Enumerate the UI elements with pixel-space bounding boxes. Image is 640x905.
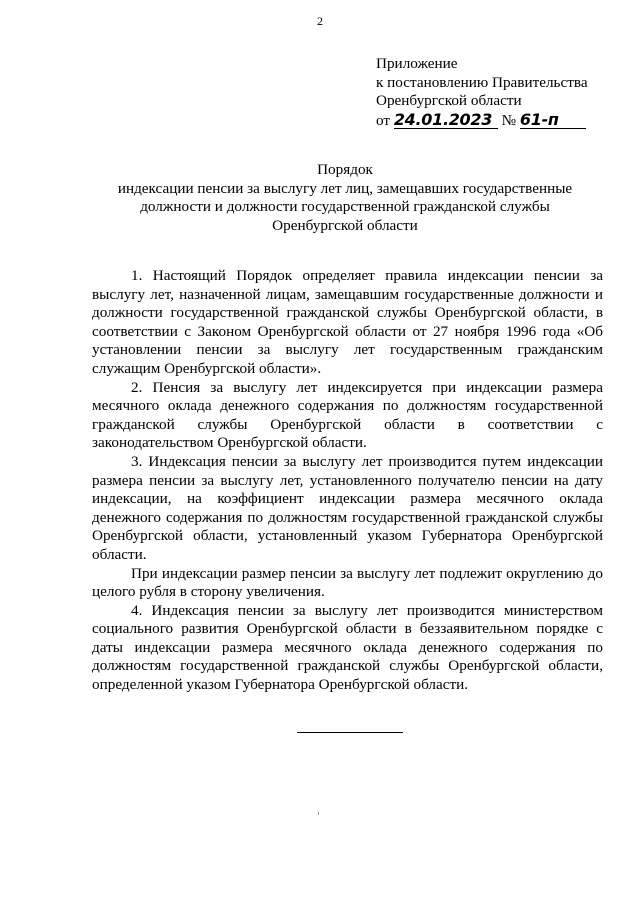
paragraph-1: 1. Настоящий Порядок определяет правила индексации пенсии за выслугу лет, назначенной лицам, замещавшим государственные должности и должности государственной гражданской службы Оренбургской области, в соответствии с Законом Оренбургской области от 27 ноября 1996 года «Об установлении пенсии за выслугу лет государственным гражданским служащим Оренбургской области».	[92, 267, 603, 377]
number-prefix: №	[501, 111, 517, 129]
paragraph-3-note: При индексации размер пенсии за выслугу лет подлежит округлению до целого рубля в сторону увеличения.	[92, 564, 603, 601]
appendix-reference: к постановлению Правительства	[376, 73, 588, 91]
title-heading: Порядок	[317, 161, 373, 178]
title-line-3: должности и должности государственной гражданской службы	[140, 198, 550, 216]
document-title	[90, 161, 600, 235]
date-prefix: от	[376, 111, 391, 129]
handwritten-number: 61-п	[520, 111, 586, 129]
appendix-block	[376, 55, 588, 130]
appendix-date-line	[376, 111, 588, 131]
handwritten-date: 24.01.2023	[394, 111, 498, 129]
title-line-2: индексации пенсии за выслугу лет лиц, замещавших государственные	[117, 179, 573, 197]
appendix-title: Приложение	[376, 55, 458, 72]
page-number: 2	[317, 14, 323, 28]
paragraph-4: 4. Индексация пенсии за выслугу лет производится министерством социального развития Оренбургской области в беззаявительном порядке с даты индексации размера месячного оклада денежного содержания по должностям государственной гражданской службы Оренбургской области, определенной указом Губернатора Оренбургской области.	[92, 601, 603, 694]
title-line-4: Оренбургской области	[272, 216, 418, 234]
end-divider	[297, 732, 403, 733]
paragraph-3: 3. Индексация пенсии за выслугу лет производится путем индексации размера пенсии за выслугу лет, установленного получателю пенсии на дату индексации, на коэффициент индексации размера месячного оклада денежного содержания по должностям государственной гражданской службы Оренбургской области, установленный указом Губернатора Оренбургской области.	[92, 452, 603, 563]
document-body	[92, 267, 603, 695]
paragraph-2: 2. Пенсия за выслугу лет индексируется при индексации размера месячного оклада денежного содержания по должностям государственной гражданской службы Оренбургской области в соответствии с законодательством Оренбургской области.	[92, 378, 603, 452]
appendix-region: Оренбургской области	[376, 92, 522, 109]
scan-mark	[318, 812, 319, 815]
